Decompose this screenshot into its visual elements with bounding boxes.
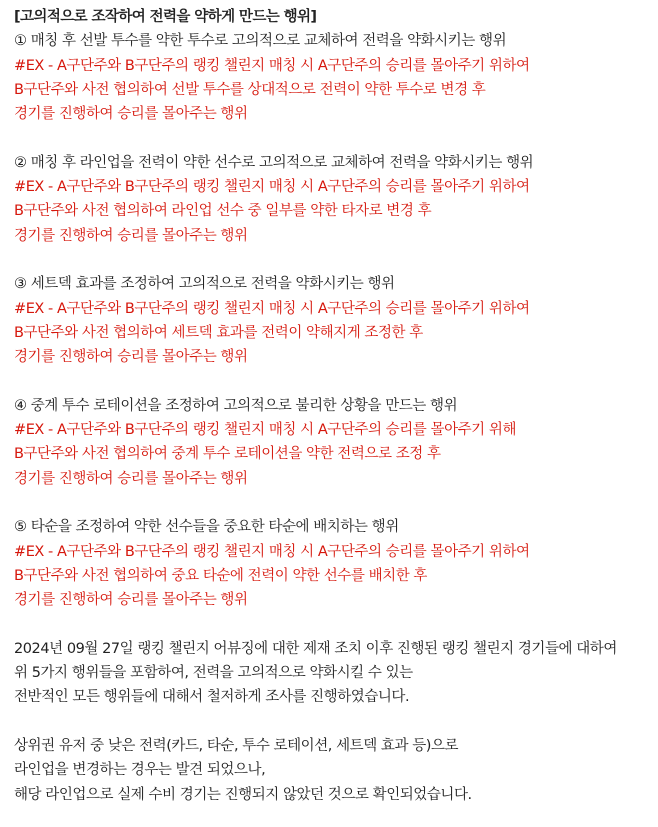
spacer [14, 369, 658, 393]
spacer [14, 612, 658, 636]
conclusion-line: 라인업을 변경하는 경우는 발견 되었으나, [14, 762, 266, 779]
investigation-summary [14, 637, 658, 710]
spacer [14, 710, 658, 734]
example-line: B구단주와 사전 협의하여 중요 타순에 전력이 약한 선수를 배치한 후 [14, 567, 427, 584]
violation-section-4 [14, 394, 658, 491]
conclusion-line: 해당 라인업으로 실제 수비 경기는 진행되지 않았던 것으로 확인되었습니다. [14, 786, 472, 803]
section-heading: ① 매칭 후 선발 투수를 약한 투수로 고의적으로 교체하여 전력을 약화시키는 행위 [14, 33, 507, 50]
section-heading: ④ 중계 투수 로테이션을 조정하여 고의적으로 불리한 상황을 만드는 행위 [14, 397, 458, 414]
spacer [14, 126, 658, 150]
section-heading: ③ 세트덱 효과를 조정하여 고의적으로 전력을 약화시키는 행위 [14, 276, 395, 293]
example-line: 경기를 진행하여 승리를 몰아주는 행위 [14, 470, 248, 487]
example-line: B구단주와 사전 협의하여 세트덱 효과를 전력이 약해지게 조정한 후 [14, 324, 423, 341]
section-heading: ② 매칭 후 라인업을 전력이 약한 선수로 고의적으로 교체하여 전력을 약화시키는 행위 [14, 154, 534, 171]
example-line: B구단주와 사전 협의하여 라인업 선수 중 일부를 약한 타자로 변경 후 [14, 203, 432, 220]
notice-title: [고의적으로 조작하여 전력을 약하게 만드는 행위] [14, 9, 317, 25]
violation-section-3 [14, 272, 658, 369]
example-line: #EX - A구단주와 B구단주의 랭킹 챌린지 매칭 시 A구단주의 승리를 몰아주기 위하여 [14, 57, 530, 74]
example-line: #EX - A구단주와 B구단주의 랭킹 챌린지 매칭 시 A구단주의 승리를 몰아주기 위하여 [14, 300, 530, 317]
investigation-conclusion [14, 734, 658, 807]
violation-section-1 [14, 29, 658, 126]
example-line: 경기를 진행하여 승리를 몰아주는 행위 [14, 349, 248, 366]
violation-section-2 [14, 151, 658, 248]
example-line: 경기를 진행하여 승리를 몰아주는 행위 [14, 227, 248, 244]
summary-line: 2024년 09월 27일 랭킹 챌린지 어뷰징에 대한 제재 조치 이후 진행된 랭킹 챌린지 경기들에 대하여 [14, 640, 617, 657]
example-line: B구단주와 사전 협의하여 중계 투수 로테이션을 약한 전력으로 조정 후 [14, 446, 441, 463]
spacer [14, 491, 658, 515]
violation-section-5 [14, 515, 658, 612]
spacer [14, 248, 658, 272]
example-line: 경기를 진행하여 승리를 몰아주는 행위 [14, 592, 248, 609]
example-line: #EX - A구단주와 B구단주의 랭킹 챌린지 매칭 시 A구단주의 승리를 몰아주기 위하여 [14, 179, 530, 196]
example-line: #EX - A구단주와 B구단주의 랭킹 챌린지 매칭 시 A구단주의 승리를 몰아주기 위하여 [14, 543, 530, 560]
section-heading: ⑤ 타순을 조정하여 약한 선수들을 중요한 타순에 배치하는 행위 [14, 519, 399, 536]
conclusion-line: 상위권 유저 중 낮은 전력(카드, 타순, 투수 로테이션, 세트덱 효과 등)으로 [14, 737, 459, 754]
example-line: 경기를 진행하여 승리를 몰아주는 행위 [14, 106, 248, 123]
example-line: B구단주와 사전 협의하여 선발 투수를 상대적으로 전력이 약한 투수로 변경 후 [14, 81, 486, 98]
summary-line: 위 5가지 행위들을 포함하여, 전력을 고의적으로 약화시킬 수 있는 [14, 665, 413, 682]
example-line: #EX - A구단주와 B구단주의 랭킹 챌린지 매칭 시 A구단주의 승리를 몰아주기 위해 [14, 422, 517, 439]
summary-line: 전반적인 모든 행위들에 대해서 철저하게 조사를 진행하였습니다. [14, 689, 410, 706]
